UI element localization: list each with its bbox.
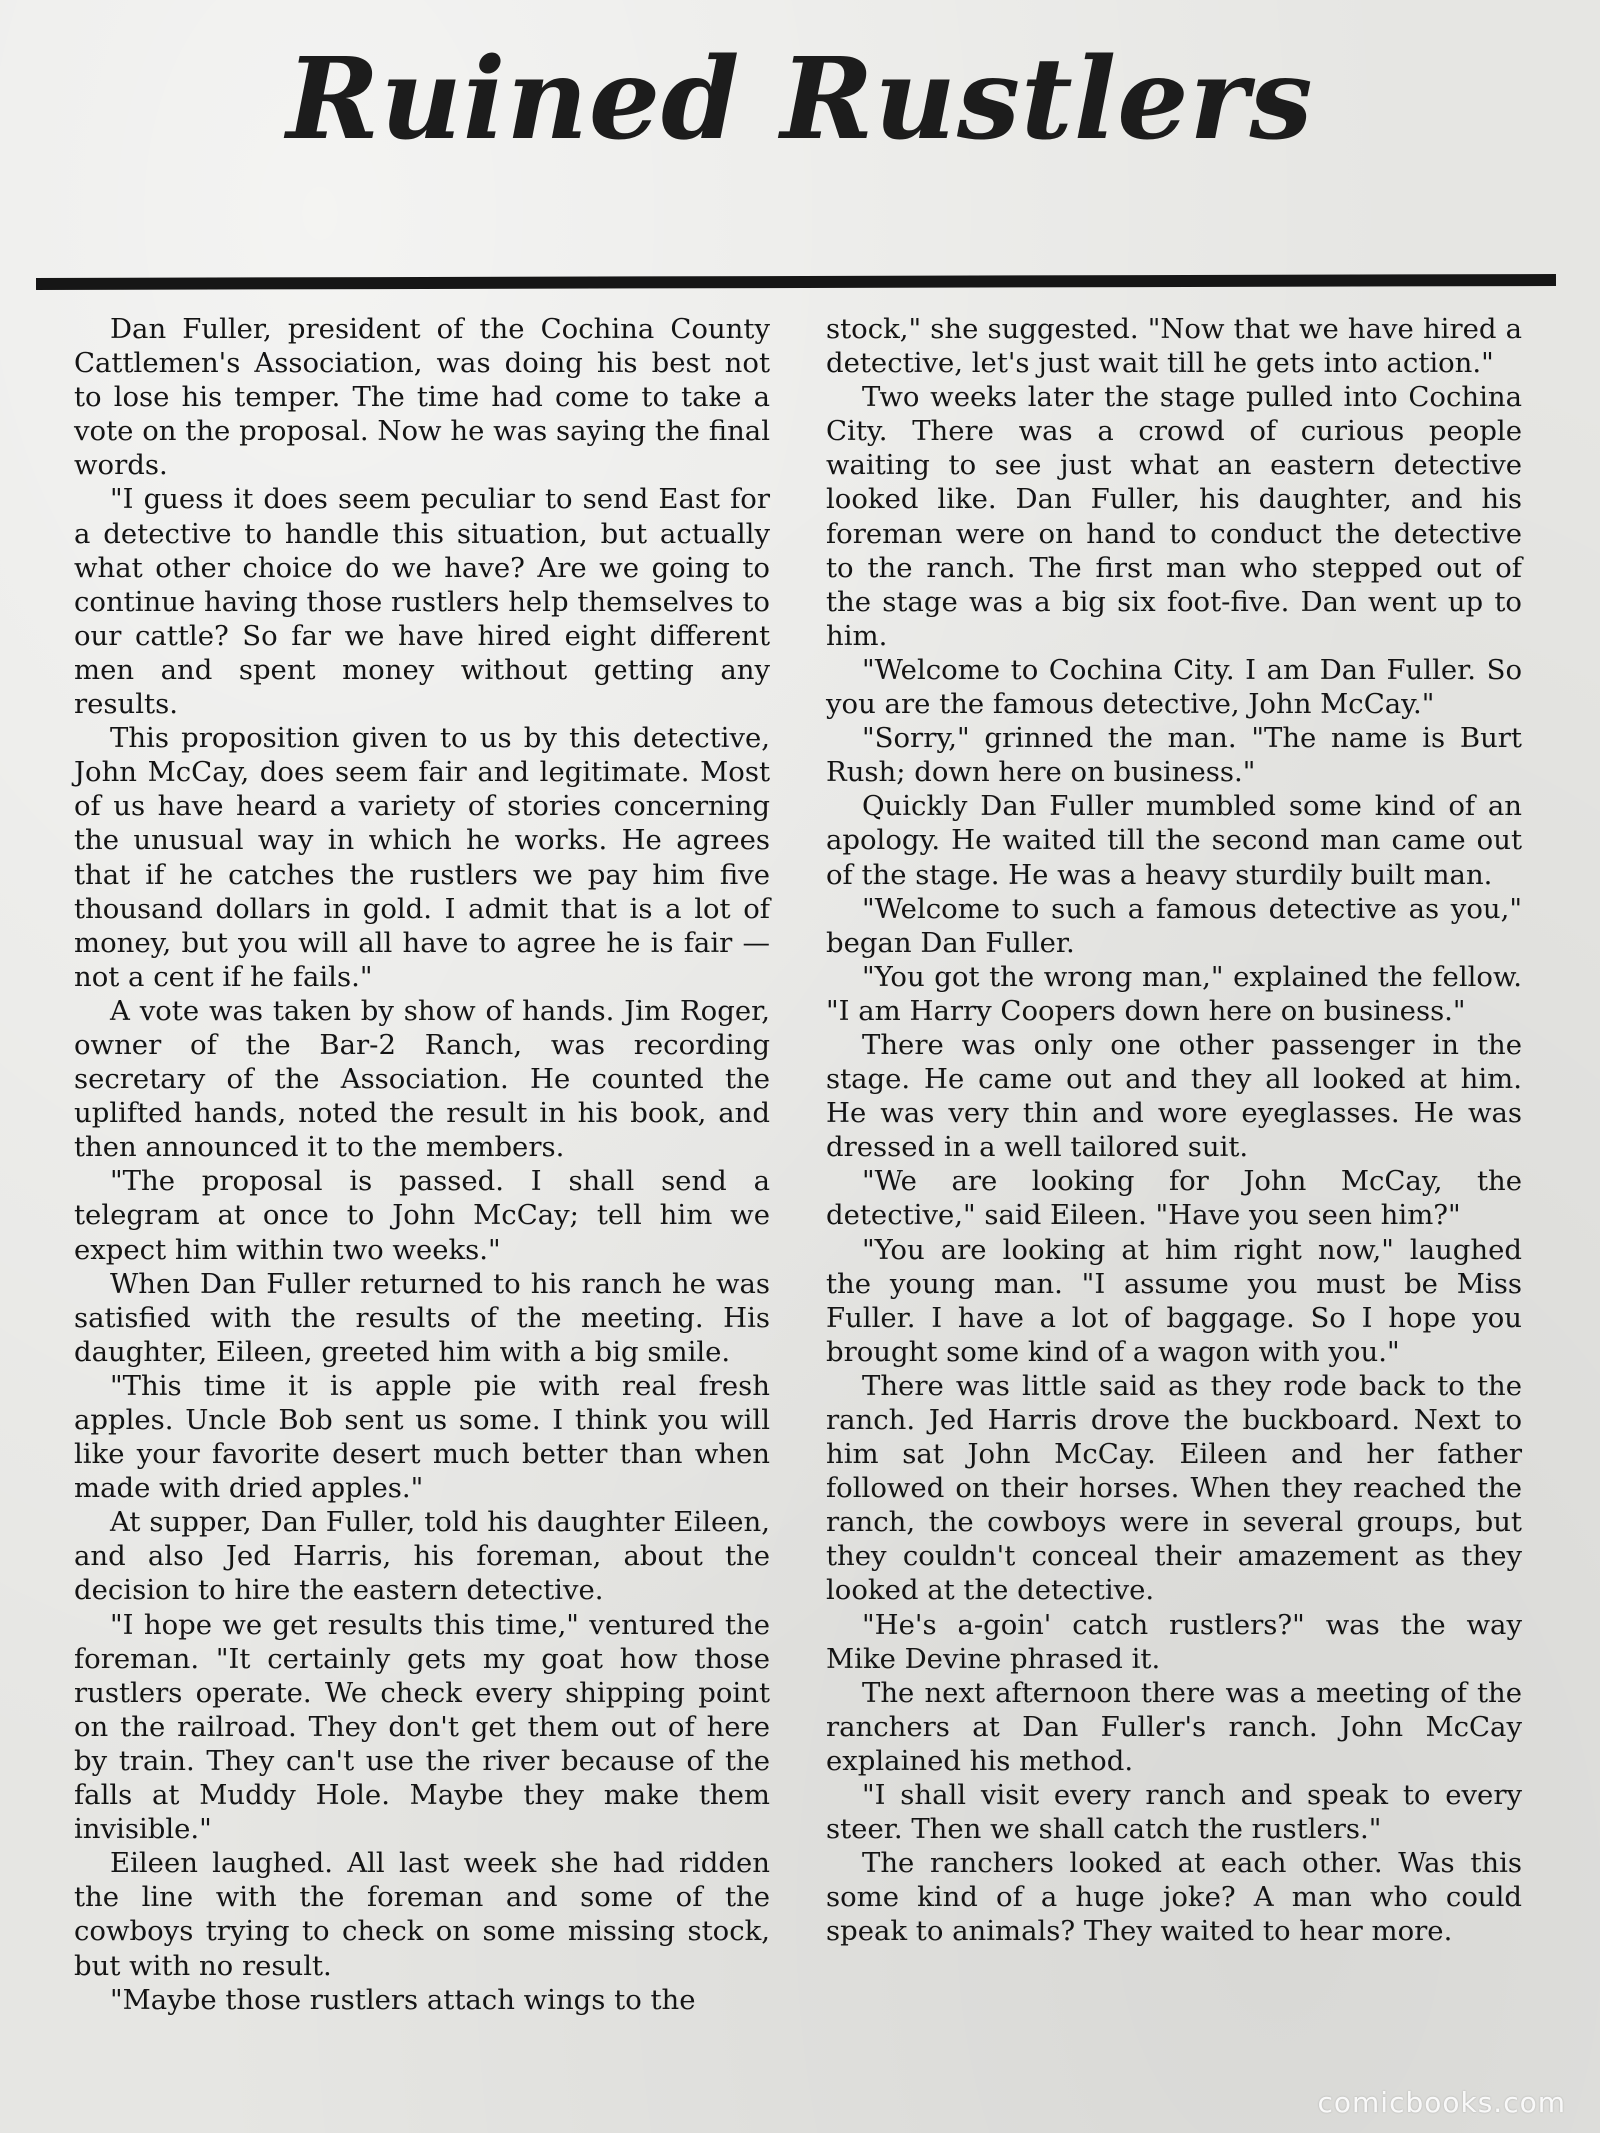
site-watermark: comicbooks.com	[1317, 2086, 1566, 2119]
paragraph: Dan Fuller, president of the Cochina County Cattlemen's Association, was doing his best not to lose his temper. The time had come to take a vote on the proposal. Now he was saying the final words.	[74, 313, 770, 482]
paragraph: Quickly Dan Fuller mumbled some kind of an apology. He waited till the second man came out of the stage. He was a heavy sturdily built man.	[826, 790, 1522, 891]
paragraph: "Maybe those rustlers attach wings to the	[110, 1983, 696, 2016]
paragraph: "You are looking at him right now," laughed the young man. "I assume you must be Miss Fuller. I have a lot of baggage. So I hope you brought some kind of a wagon with you."	[826, 1233, 1522, 1368]
paragraph: Two weeks later the stage pulled into Cochina City. There was a crowd of curious people waiting to see just what an eastern detective looked like. Dan Fuller, his daughter, and his foreman were on hand to conduct the detective to the ranch. The first man who stepped out of the stage was a big six foot-five. Dan went up to him.	[826, 381, 1522, 652]
paragraph: "Welcome to such a famous detective as you," began Dan Fuller.	[826, 892, 1522, 959]
paragraph: "He's a-goin' catch rustlers?" was the way Mike Devine phrased it.	[826, 1608, 1522, 1675]
paragraph: "Welcome to Cochina City. I am Dan Fuller. So you are the famous detective, John McCay."	[826, 653, 1522, 721]
title-divider	[36, 274, 1556, 290]
paragraph: The ranchers looked at each other. Was this some kind of a huge joke? A man who could speak to animals? They waited to hear more.	[826, 1847, 1522, 1948]
paragraph: At supper, Dan Fuller, told his daughter Eileen, and also Jed Harris, his foreman, about the decision to hire the eastern detective.	[74, 1506, 770, 1607]
paragraph: A vote was taken by show of hands. Jim Roger, owner of the Bar-2 Ranch, was recording secretary of the Association. He counted the uplifted hands, noted the result in his book, and then announced it to the members.	[74, 994, 770, 1164]
paragraph: "I hope we get results this time," ventured the foreman. "It certainly gets my goat how those rustlers operate. We check every shipping point on the railroad. They don't get them out of here by train. They can't use the river because of the falls at Muddy Hole. Maybe they make them invisible."	[74, 1608, 770, 1846]
paragraph: The next afternoon there was a meeting of the ranchers at Dan Fuller's ranch. John McCay explained his method.	[826, 1676, 1522, 1777]
paragraph: There was only one other passenger in the stage. He came out and they all looked at him. He was very thin and wore eyeglasses. He was dressed in a well tailored suit.	[826, 1028, 1522, 1164]
paragraph-continuation: stock," she suggested. "Now that we have hired a detective, let's just wait till he gets into action."	[826, 313, 1522, 380]
paragraph: "I guess it does seem peculiar to send East for a detective to handle this situation, but actually what other choice do we have? Are we going to continue having those rustlers help themselves to our cattle? So far we have hired eight different men and spent money without getting any results.	[74, 483, 770, 721]
paragraph: "I shall visit every ranch and speak to every steer. Then we shall catch the rustlers."	[826, 1779, 1522, 1846]
paragraph: "The proposal is passed. I shall send a telegram at once to John McCay; tell him we expect him within two weeks."	[74, 1165, 770, 1266]
paragraph: "We are looking for John McCay, the detective," said Eileen. "Have you seen him?"	[826, 1165, 1522, 1232]
paragraph: "You got the wrong man," explained the fellow. "I am Harry Coopers down here on business."	[826, 960, 1522, 1027]
paragraph: This proposition given to us by this detective, John McCay, does seem fair and legitimate. Most of us have heard a variety of stories concerning the unusual way in which he works. He agrees that if he catches the rustlers we pay him five thousand dollars in gold. I admit that is a lot of money, but you will all have to agree he is fair — not a cent if he fails."	[74, 722, 770, 993]
paragraph: "Sorry," grinned the man. "The name is Burt Rush; down here on business."	[826, 722, 1522, 789]
story-title: Ruined Rustlers	[286, 34, 1314, 165]
left-column	[74, 312, 770, 2017]
paragraph: There was little said as they rode back to the ranch. Jed Harris drove the buckboard. Next to him sat John McCay. Eileen and her father followed on their horses. When they reached the ranch, the cowboys were in several groups, but they couldn't conceal their amazement as they looked at the detective.	[826, 1369, 1522, 1607]
paragraph: Eileen laughed. All last week she had ridden the line with the foreman and some of the cowboys trying to check on some missing stock, but with no result.	[74, 1847, 770, 1982]
right-column	[826, 312, 1522, 1949]
paragraph: "This time it is apple pie with real fresh apples. Uncle Bob sent us some. I think you will like your favorite desert much better than when made with dried apples."	[74, 1369, 770, 1505]
paragraph: When Dan Fuller returned to his ranch he was satisfied with the results of the meeting. His daughter, Eileen, greeted him with a big smile.	[74, 1267, 770, 1368]
